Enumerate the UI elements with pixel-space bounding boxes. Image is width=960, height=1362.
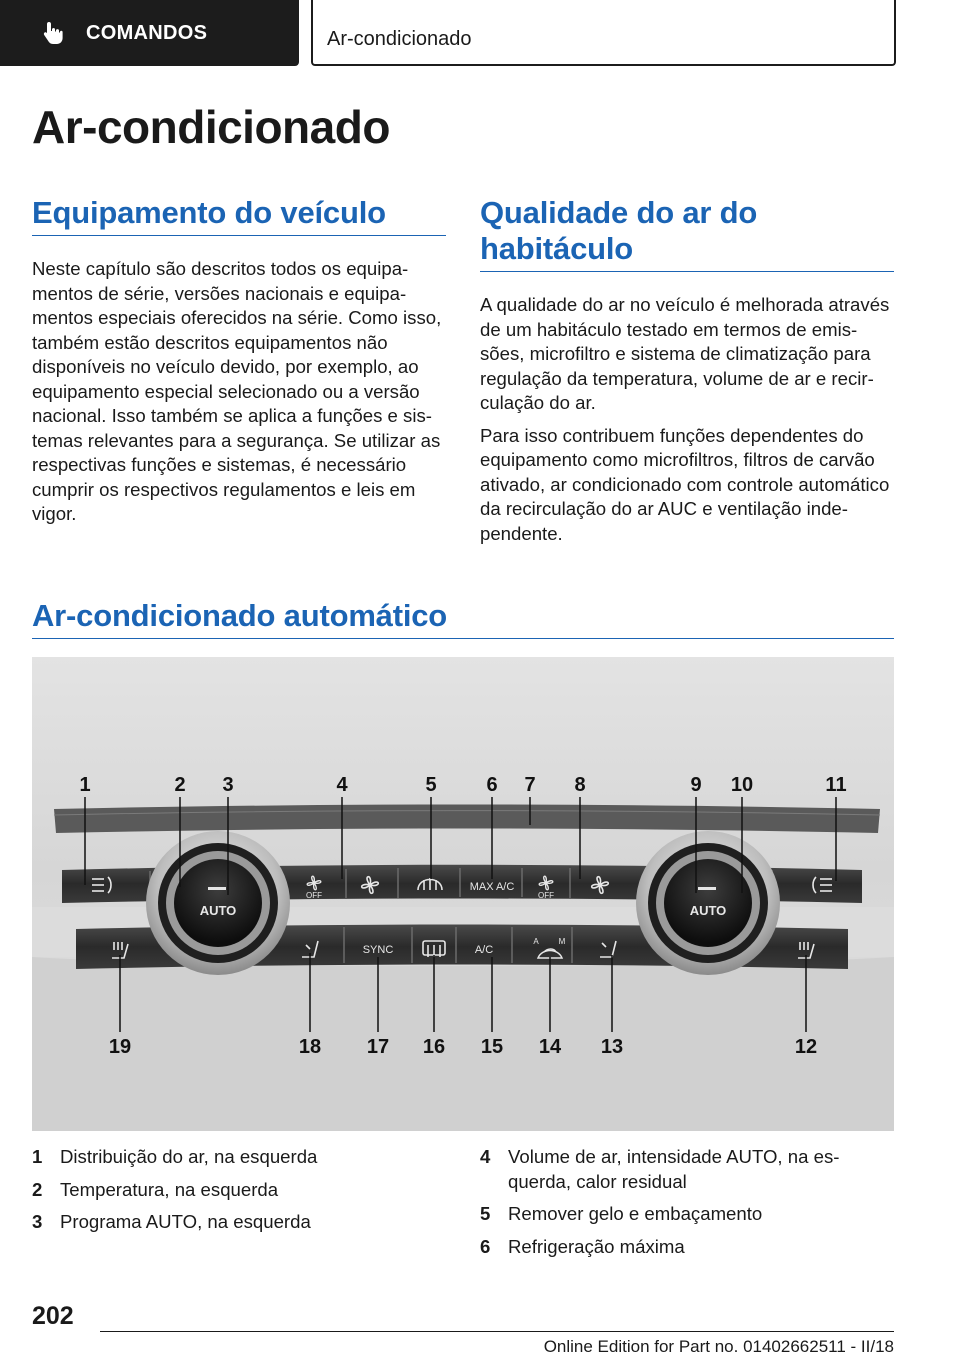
heading-divider	[480, 271, 894, 272]
callout-11: 11	[825, 774, 847, 796]
page-number: 202	[32, 1302, 74, 1330]
callout-19: 19	[108, 1036, 132, 1058]
vehicle-equipment-text: Neste capítulo são descritos todos os equipamentos de série, versões nacionais e equipamentos especiais oferecidos na série. Como isso, também estão descritos equipamentos não disponíveis no veículo devido, por exemplo, ao equipamento especial selecionado ou a versão nacional. Isso também se aplica a funções e sistemas relevantes para a segurança. Se utilizar as respectivas funções e sistemas, é necessário cumprir os respectivos regulamentos e leis em vigor.	[32, 258, 442, 524]
callout-10: 10	[730, 774, 754, 796]
callout-12: 12	[794, 1036, 818, 1058]
svg-text:OFF: OFF	[538, 891, 554, 900]
automatic-ac-heading: Ar-condicionado automático	[32, 598, 448, 633]
svg-text:A: A	[533, 937, 539, 946]
callout-4: 4	[336, 774, 348, 796]
air-quality-section	[480, 195, 894, 546]
air-quality-text-2: Para isso contribuem funções dependentes do equipamento como microfiltros, filtros de carvão ativado, ar condicionado com controle automático da recirculação do ar AUC e ventilação independente.	[480, 424, 890, 544]
callout-16: 16	[422, 1036, 446, 1058]
air-quality-text-1: A qualidade do ar no veículo é melhorada através de um habitáculo testado em termos de emissões, microfiltro e sistema de climatização para regulação da temperatura, volume de ar e recirculação do ar.	[480, 294, 890, 413]
sync-label: SYNC	[362, 944, 394, 956]
hand-pointer-icon	[40, 20, 66, 46]
legend-item: 3 Programa AUTO, na esquerda	[32, 1211, 311, 1232]
callout-14: 14	[538, 1036, 562, 1058]
legend-item: 1 Distribuição do ar, na esquerda	[32, 1146, 318, 1167]
page-title: Ar-condicionado	[32, 101, 390, 153]
callout-1: 1	[79, 774, 91, 796]
callout-15: 15	[480, 1036, 504, 1058]
callout-9: 9	[690, 774, 702, 796]
ac-label: A/C	[474, 944, 494, 956]
climate-control-panel-figure	[32, 657, 894, 1131]
left-temperature-knob	[146, 831, 290, 975]
legend-item: 2 Temperatura, na esquerda	[32, 1178, 279, 1200]
right-temperature-knob	[636, 831, 780, 975]
heading-divider	[32, 235, 446, 236]
vehicle-equipment-heading: Equipamento do veículo	[32, 195, 386, 230]
legend-item: 5 Remover gelo e embaçamento	[480, 1203, 763, 1224]
legend-left	[32, 1145, 446, 1243]
air-quality-heading: Qualidade do ar do habitáculo	[480, 195, 758, 266]
section-tab-label: Ar-condicionado	[327, 28, 472, 50]
callout-8: 8	[574, 774, 586, 796]
callout-3: 3	[222, 774, 234, 796]
footer-text: Online Edition for Part no. 01402662511 - II/18	[543, 1337, 894, 1356]
chapter-tab-label: COMANDOS	[86, 21, 208, 44]
svg-text:M: M	[558, 937, 566, 946]
legend-right	[480, 1145, 894, 1267]
section-tab	[311, 0, 896, 66]
footer-divider	[100, 1331, 894, 1332]
automatic-ac-section	[32, 598, 894, 639]
callout-6: 6	[486, 774, 498, 796]
callout-7: 7	[524, 774, 536, 796]
auto-label-right: AUTO	[689, 903, 727, 918]
callout-5: 5	[425, 774, 437, 796]
callout-13: 13	[600, 1036, 624, 1058]
climate-control-panel-illustration	[32, 657, 894, 1131]
chapter-tab	[0, 0, 299, 66]
legend-item: 4 Volume de ar, intensidade AUTO, na esquerda, calor residual	[480, 1146, 840, 1192]
heading-divider	[32, 638, 894, 639]
callout-2: 2	[174, 774, 186, 796]
vehicle-equipment-section	[32, 195, 446, 527]
legend-item: 6 Refrigeração máxima	[480, 1235, 685, 1257]
max-ac-label: MAX A/C	[469, 881, 515, 893]
page-header	[0, 0, 960, 66]
auto-label-left: AUTO	[199, 903, 237, 918]
callout-17: 17	[366, 1036, 390, 1058]
svg-text:OFF: OFF	[306, 891, 322, 900]
callout-18: 18	[298, 1036, 322, 1058]
